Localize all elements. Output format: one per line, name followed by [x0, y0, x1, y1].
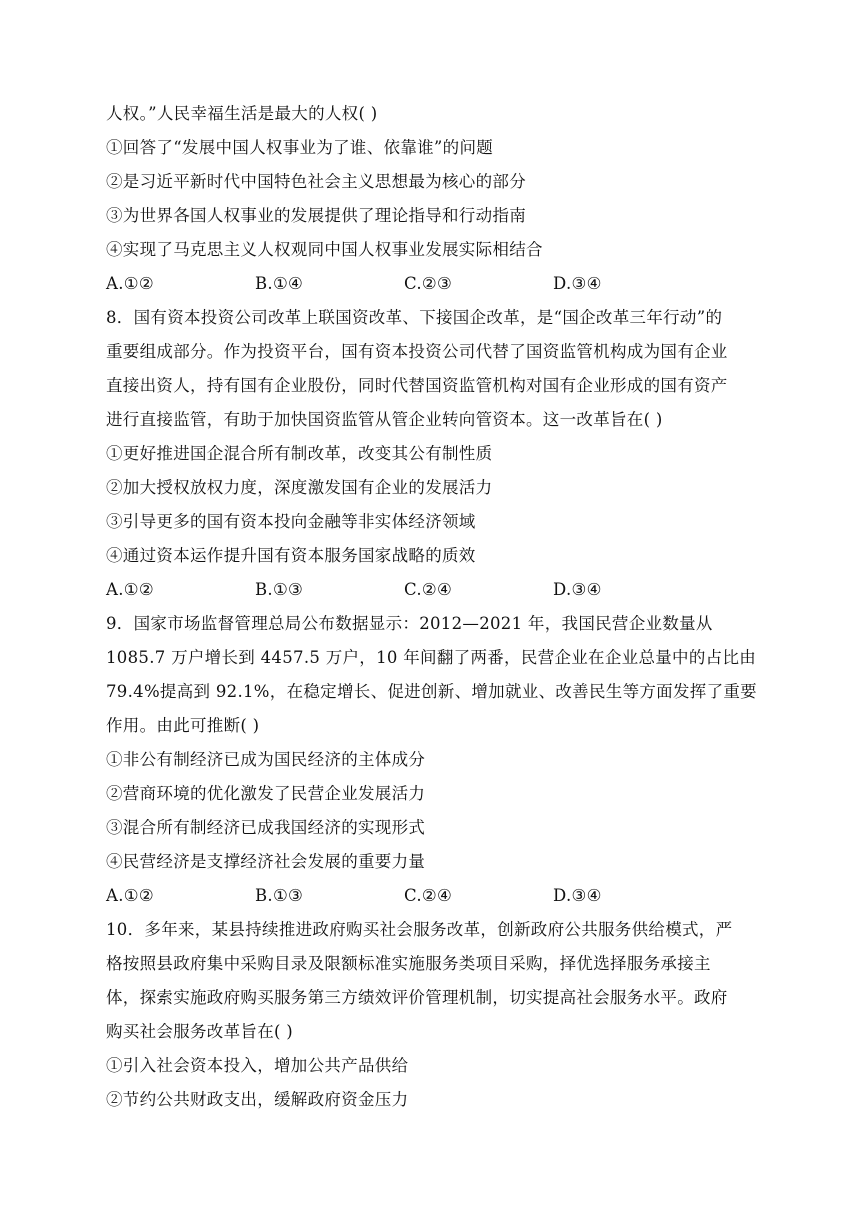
question-9-item-4: ④民营经济是支撑经济社会发展的重要力量	[106, 852, 426, 871]
question-9	[106, 607, 756, 913]
option-b[interactable]: B.①③	[255, 580, 304, 599]
option-a[interactable]: A.①②	[106, 580, 154, 599]
question-8	[106, 301, 756, 607]
question-8-stem-line: 重要组成部分。作为投资平台，国有资本投资公司代替了国资监管机构成为国有企业	[106, 342, 728, 361]
question-9-stem-line: 1085.7 万户增长到 4457.5 万户，10 年间翻了两番，民营企业在企业总量中的占比由	[106, 648, 757, 667]
option-c[interactable]: C.②③	[404, 274, 453, 293]
question-9-options	[106, 879, 756, 913]
question-9-stem-line: 79.4%提高到 92.1%，在稳定增长、促进创新、增加就业、改善民生等方面发挥了重要	[106, 682, 757, 701]
question-10	[106, 913, 756, 1117]
question-7-item-3: ③为世界各国人权事业的发展提供了理论指导和行动指南	[106, 206, 526, 225]
question-10-stem-line: 10．多年来，某县持续推进政府购买社会服务改革，创新政府公共服务供给模式，严	[106, 920, 733, 939]
question-10-stem-line: 体，探索实施政府购买服务第三方绩效评价管理机制，切实提高社会服务水平。政府	[106, 988, 728, 1007]
option-d[interactable]: D.③④	[553, 886, 602, 905]
option-d[interactable]: D.③④	[553, 580, 602, 599]
question-7-item-2: ②是习近平新时代中国特色社会主义思想最为核心的部分	[106, 172, 526, 191]
option-b[interactable]: B.①③	[255, 886, 304, 905]
question-9-item-1: ①非公有制经济已成为国民经济的主体成分	[106, 750, 426, 769]
question-10-stem-line: 格按照县政府集中采购目录及限额标准实施服务类项目采购，择优选择服务承接主	[106, 954, 711, 973]
question-7-options	[106, 267, 756, 301]
option-a[interactable]: A.①②	[106, 274, 154, 293]
question-8-stem-line: 8．国有资本投资公司改革上联国资改革、下接国企改革，是“国企改革三年行动”的	[106, 308, 723, 327]
question-7-stem: 人权。”人民幸福生活是最大的人权( )	[106, 104, 378, 123]
question-content	[106, 97, 756, 1117]
question-7-item-4: ④实现了马克思主义人权观同中国人权事业发展实际相结合	[106, 240, 543, 259]
question-8-options	[106, 573, 756, 607]
question-8-item-1: ①更好推进国企混合所有制改革，改变其公有制性质	[106, 444, 493, 463]
question-8-item-4: ④通过资本运作提升国有资本服务国家战略的质效	[106, 546, 476, 565]
question-9-stem-line: 作用。由此可推断( )	[106, 716, 260, 735]
question-10-stem-line: 购买社会服务改革旨在( )	[106, 1022, 294, 1041]
question-8-stem-line: 直接出资人，持有国有企业股份，同时代替国资监管机构对国有企业形成的国有资产	[106, 376, 728, 395]
question-8-item-3: ③引导更多的国有资本投向金融等非实体经济领域	[106, 512, 476, 531]
question-9-stem-line: 9．国家市场监督管理总局公布数据显示：2012—2021 年，我国民营企业数量从	[106, 614, 713, 633]
question-10-item-2: ②节约公共财政支出，缓解政府资金压力	[106, 1090, 409, 1109]
option-c[interactable]: C.②④	[404, 580, 453, 599]
question-8-stem-line: 进行直接监管，有助于加快国资监管从管企业转向管资本。这一改革旨在( )	[106, 410, 663, 429]
question-10-item-1: ①引入社会资本投入，增加公共产品供给	[106, 1056, 409, 1075]
question-7-item-1: ①回答了“发展中国人权事业为了谁、依靠谁”的问题	[106, 138, 494, 157]
question-7	[106, 97, 756, 301]
option-d[interactable]: D.③④	[553, 274, 602, 293]
question-8-item-2: ②加大授权放权力度，深度激发国有企业的发展活力	[106, 478, 493, 497]
option-c[interactable]: C.②④	[404, 886, 453, 905]
option-b[interactable]: B.①④	[255, 274, 304, 293]
question-9-item-3: ③混合所有制经济已成我国经济的实现形式	[106, 818, 426, 837]
question-9-item-2: ②营商环境的优化激发了民营企业发展活力	[106, 784, 426, 803]
option-a[interactable]: A.①②	[106, 886, 154, 905]
